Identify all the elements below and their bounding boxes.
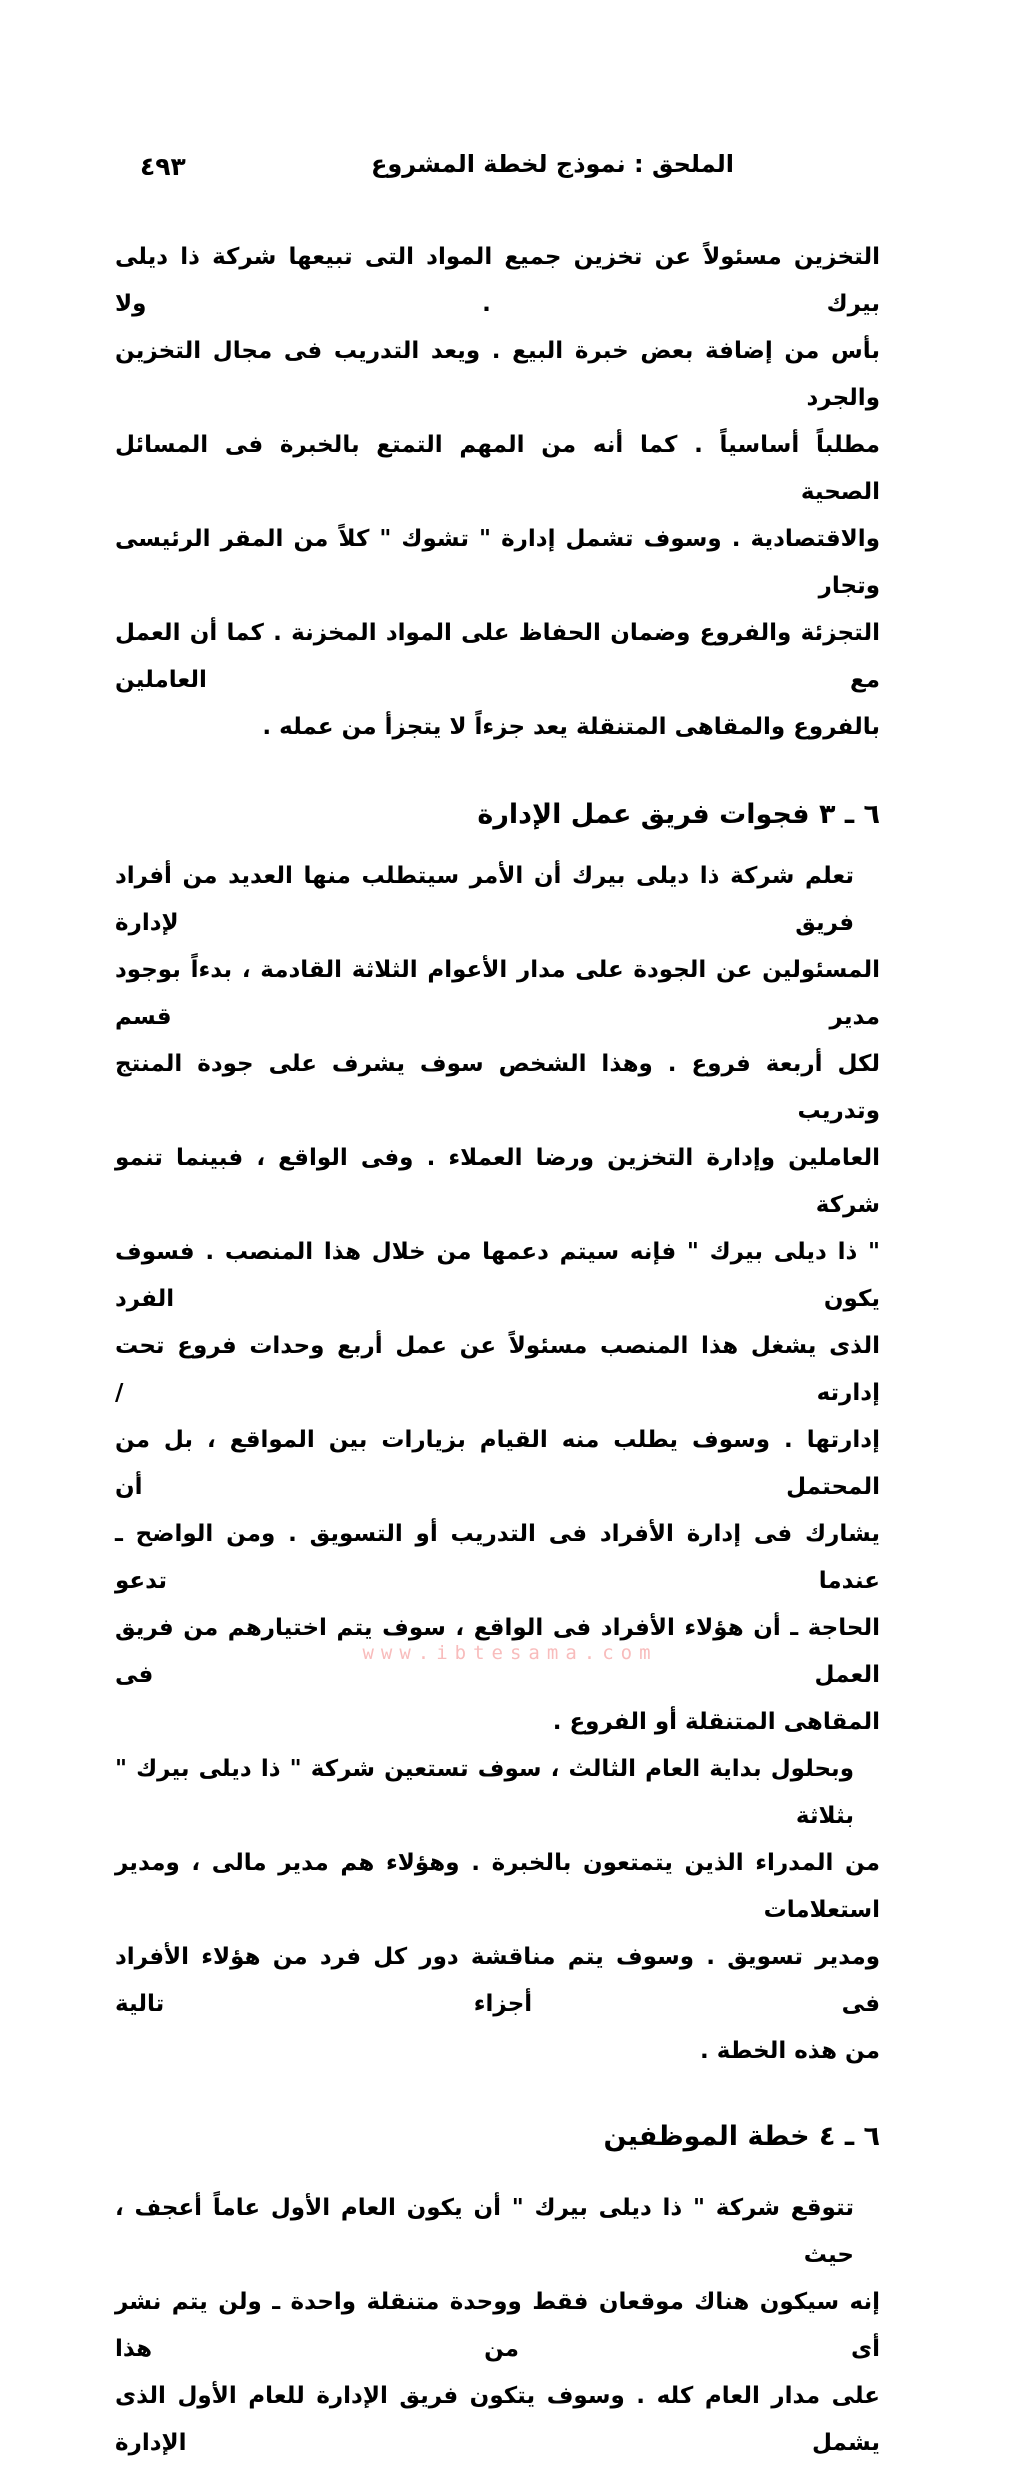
text-line: الحاجة ـ أن هؤلاء الأفراد فى الواقع ، سوف يتم اختيارهم من فريق العمل فى — [115, 1615, 880, 1688]
section-heading-6-3: ٦ ـ ٣ فجوات فريق عمل الإدارة — [477, 799, 880, 830]
text-line: تعلم شركة ذا ديلى بيرك أن الأمر سيتطلب منها العديد من أفراد فريق لإدارة — [115, 863, 854, 936]
text-line: بالفروع والمقاهى المتنقلة يعد جزءاً لا يتجزأ من عمله . — [262, 714, 880, 740]
text-line: من هذه الخطة . — [700, 2038, 880, 2064]
text-line: إدارتها . وسوف يطلب منه القيام بزيارات بين المواقع ، بل من المحتمل أن — [115, 1427, 880, 1500]
text-line: إنه سيكون هناك موقعان فقط ووحدة متنقلة واحدة ـ ولن يتم نشر أى من هذا — [115, 2289, 880, 2362]
text-line: مطلباً أساسياً . كما أنه من المهم التمتع بالخبرة فى المسائل الصحية — [115, 432, 880, 505]
text-line: والاقتصادية . وسوف تشمل إدارة " تشوك " كلاً من المقر الرئيسى وتجار — [115, 526, 880, 599]
text-line: ومدير تسويق . وسوف يتم مناقشة دور كل فرد من هؤلاء الأفراد فى أجزاء تالية — [115, 1944, 880, 2017]
section-heading-6-4: ٦ ـ ٤ خطة الموظفين — [603, 2121, 880, 2152]
text-line: وبحلول بداية العام الثالث ، سوف تستعين شركة " ذا ديلى بيرك " بثلاثة — [115, 1756, 854, 1829]
text-line: المقاهى المتنقلة أو الفروع . — [552, 1709, 880, 1735]
text-line: التخزين مسئولاً عن تخزين جميع المواد التى تبيعها شركة ذا ديلى بيرك . ولا — [115, 244, 880, 317]
text-line: يشارك فى إدارة الأفراد فى التدريب أو التسويق . ومن الواضح ـ عندما تدعو — [115, 1521, 880, 1594]
text-line: لكل أربعة فروع . وهذا الشخص سوف يشرف على جودة المنتج وتدريب — [115, 1051, 880, 1124]
watermark: www.ibtesama.com — [362, 1642, 658, 1664]
text-line: " ذا ديلى بيرك " فإنه سيتم دعمها من خلال هذا المنصب . فسوف يكون الفرد — [115, 1239, 880, 1312]
text-line: العاملين وإدارة التخزين ورضا العملاء . وفى الواقع ، فبينما تنمو شركة — [115, 1145, 880, 1218]
paragraph-storage-management — [115, 234, 880, 751]
paragraph-management-team-gaps — [115, 853, 880, 1746]
page-header — [115, 150, 880, 188]
text-line: من المدراء الذين يتمتعون بالخبرة . وهؤلاء هم مدير مالى ، ومدير استعلامات — [115, 1850, 880, 1923]
text-line: بأس من إضافة بعض خبرة البيع . ويعد التدريب فى مجال التخزين والجرد — [115, 338, 880, 411]
text-line: تتوقع شركة " ذا ديلى بيرك " أن يكون العام الأول عاماً أعجف ، حيث — [115, 2195, 854, 2268]
text-line: على مدار العام كله . وسوف يتكون فريق الإدارة للعام الأول الذى يشمل الإدارة — [115, 2383, 880, 2456]
text-line: المسئولين عن الجودة على مدار الأعوام الثلاثة القادمة ، بدءاً بوجود مدير قسم — [115, 957, 880, 1030]
page-number: ٤٩٣ — [140, 152, 186, 181]
header-title: الملحق : نموذج لخطة المشروع — [370, 150, 735, 178]
text-line: التجزئة والفروع وضمان الحفاظ على المواد المخزنة . كما أن العمل مع العاملين — [115, 620, 880, 693]
paragraph-staff-plan — [115, 2185, 880, 2467]
text-line: الذى يشغل هذا المنصب مسئولاً عن عمل أربع وحدات فروع تحت إدارته / — [115, 1333, 880, 1406]
page-content — [115, 234, 880, 2467]
paragraph-third-year-managers — [115, 1746, 880, 2075]
